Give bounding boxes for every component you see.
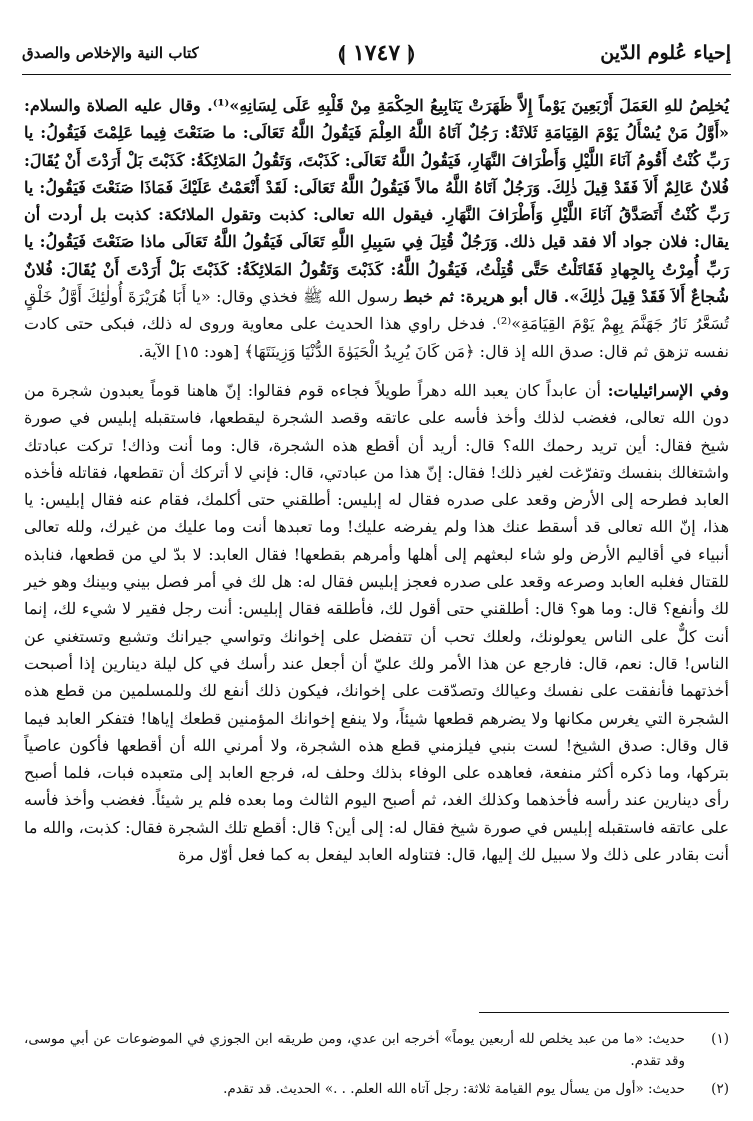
main-text bbox=[24, 92, 729, 868]
text-line: في صورة شيخ فقال: أين تريد رحمك الله؟ قال: أريد أن أقطع هذه الشجرة، قال: وما أنت وذاك! bbox=[24, 408, 729, 455]
text-line: أَرَدْتَ أَنْ يُقَالَ: فُلانٌ عَالِمٌ أَلاَ فَقَدْ قِيلَ ذٰلِكَ. وَرَجُلٌ آتَاهُ اللَّهُ مالاً فَيَقُولُ اللَّهُ تَعَالَى: لَقَدْ أَنْعَمْتُ عَلَيْكَ bbox=[24, 150, 730, 197]
text-line: تقطعها، فقاتله فأخذه العابد فطرحه إلى الأرض وقعد على صدره فقال له إبليس: أطلقني حتى أكلمك، bbox=[24, 462, 730, 510]
text-line: الأمر ولك عليّ أن أجعل عند رأسك في كل ليلة دينارين إذا أصبحت أخذتهما فأنفقت على نفسك bbox=[24, 653, 729, 701]
footnote-text bbox=[24, 1028, 685, 1072]
footnote-line: حديث: «أول من يسأل يوم القيامة ثلاثة: رجل آتاه الله العلم. . .» الحديث. قد تقدم. bbox=[223, 1081, 685, 1097]
text-line: فقام عنه فقال إبليس: يا هذا، إنّ الله تعالى قد أسقط عنك هذا ولم يفرضه عليك! وما تعبدها أنت وما bbox=[24, 490, 730, 537]
text-line: راوي هذا الحديث على معاوية وروى له ذلك، فبكى حتى كادت نفسه تزهق ثم قال: صدق الله إذ bbox=[24, 314, 729, 361]
footnote-line: حديث: «ما من عبد يخلص لله أربعين يوماً» أخرجه ابن عدي، ومن طريقه ابن الجوزي في الموضوعات عن أبي bbox=[69, 1031, 685, 1047]
paragraph-hadith bbox=[24, 92, 729, 365]
text-line: وعيالك وتصدّقت على إخوانك، فيكون ذلك أنفع لك وللمسلمين من قطع هذه الشجرة التي يغرس bbox=[24, 681, 729, 728]
footnote-2 bbox=[24, 1078, 729, 1100]
page-number: ١٧٤٧ bbox=[352, 40, 401, 66]
footnote-divider bbox=[479, 1012, 729, 1013]
text-line: دينارين عند رأسه فأخذهما وكذلك الغد، ثم أصبح اليوم الثالث وما بعده فلم ير شيئاً. فغضب وأخذ bbox=[64, 790, 699, 810]
footnote-line: موسى، وقد تقدم. bbox=[24, 1031, 685, 1069]
text-line: تركت عبادتك واشتغالك بنفسك وتفرّغت لغير ذلك! فقال: إنّ هذا من عبادتي، قال: فإني لا أتركك أن bbox=[24, 435, 729, 482]
text-line: أن عابداً كان يعبد الله دهراً طويلاً فجاءه قوم فقالوا: إنّ هاهنا قوماً يعبدون bbox=[99, 380, 601, 400]
left-bracket-ornament: ⟬ bbox=[337, 41, 346, 65]
footnote-text bbox=[24, 1078, 685, 1100]
text-line: العابد: لا بدّ لي من قطعها، فنابذه للقتال فغلبه العابد وصرعه وقعد على صدره فعجز إبليس فقال له: bbox=[24, 544, 729, 592]
footnote-number: (١) bbox=[711, 1031, 729, 1047]
text-line: ذكره أكثر منفعة، فعاهده على الوفاء بذلك وحلف له، فرجع العابد إلى متعبده فبات، فلما أصبح رأى bbox=[24, 763, 729, 810]
text-line: فَيَقُولُ: يا رَبِّ كُنْتُ أَقُومُ آنَاءَ اللَّيْلِ وَأَطْرَافَ النَّهَارِ، فَيَقُولُ اللَّهُ تَعَالَى: كَذَبْتَ، وَتَقُولُ المَلائِكَةُ: كَذَبْتَ بَلْ bbox=[24, 123, 729, 170]
text-line: فأسه على عاتقه فاستقبله إبليس في صورة شيخ فقال له: إلى أين؟ قال: أقطع تلك الشجرة فقال: bbox=[24, 790, 729, 837]
text-line: الملائكة: كذبت بل أردت أن يقال: فلان جواد ألا فقد قيل ذلك. وَرَجُلٌ قُتِلَ فِي سَبِيلِ اللَّهِ تَعَالَى فَيَقُولُ bbox=[24, 205, 730, 252]
text-line: عليك من غيرك، ولله تعالى أنبياء في أقاليم الأرض ولو شاء لبعثهم إلى أهلها وأمرهم بقطعها! فقال bbox=[24, 517, 729, 564]
section-heading: وفي الإسرائيليات: bbox=[607, 380, 729, 400]
text-line: هل لك في أمر فصل بيني وبينك وهو خير لك وأنفع؟ قال: وما هو؟ قال: أطلقني حتى أقول لك، bbox=[24, 572, 729, 619]
text-line: كذبت، والله ما أنت بقادر على ذلك ولا سبيل لك إليها، قال: فتناوله العابد ليفعل به كما فعل أوّل مرة bbox=[24, 817, 729, 865]
text-line: صدق الشيخ! لست بنبي فيلزمني قطع هذه الشجرة، ولا أمرني الله أن أقطعها فأكون عاصياً بتركها، وما bbox=[24, 735, 730, 783]
text-line: يُخلِصُ للهِ العَمَلَ أَرْبَعِينَ يَوْماً إِلاَّ ظَهَرَتْ يَنَابِيعُ الحِكْمَةِ مِنْ قَلْبِهِ عَلَى لِسَانِهِ»⁽¹⁾. وقال عليه الصلاة bbox=[86, 96, 730, 115]
running-title: إحياء عُلوم الدّين bbox=[600, 42, 731, 64]
text-line: والسلام: «أَوَّلُ مَنْ يُسْأَلُ يَوْمَ القِيَامَةِ ثَلاثَةٌ: رَجُلٌ آتَاهُ اللَّهُ العِلْمَ فَيَقُولُ اللَّهُ تَعَالَى: ما صَنَعْتَ فِيما عَلِمْتَ bbox=[24, 96, 730, 143]
text-line: اللَّهُ تَعَالَى ماذا صَنَعْتَ فَيَقُولُ: يا رَبِّ أُمِرْتُ بِالجِهادِ فَقَاتَلْتُ حَتَّى قُتِلْتُ، فَيَقُولُ اللَّهُ: كَذَبْتَ وَتَقُولُ bbox=[24, 232, 730, 279]
text-line: فأطلقه فقال إبليس: أنت رجل فقير لا شيء لك، إنما أنت كلٌّ على الناس يعولونك، ولعلك تحب أن bbox=[24, 599, 729, 646]
page-number-ornament bbox=[338, 40, 415, 66]
text-line: المَلائِكَةُ: كَذَبْتَ بَلْ أَرَدْتَ أَنْ يُقَالَ: فُلانٌ شُجاعٌ أَلاَ فَقَدْ قِيلَ ذٰلِكَ». قال أبو هريرة: ثم خبط bbox=[24, 259, 729, 307]
text-line: شجرة من دون الله تعالى، فغضب لذلك وأخذ فأسه على عاتقه وقصد الشجرة ليقطعها، فاستقبله إبليس bbox=[24, 380, 729, 428]
text-line: مكانها ولا يضرهم قطعها شيئاً، ولا ينفع إخوانك المؤمنين قطعك إياها! فتفكر العابد فيما قال وقال: bbox=[24, 708, 729, 755]
text-line: رسول الله ﷺ فخذي وقال: «يا أَبَا هُرَيْرَةَ أُولٰئِكَ أَوَّلُ خَلْقٍ تُسَعَّرُ نَارُ جَهَنَّمَ بِهِمْ يَوْمَ القِيَامَةِ»⁽²⁾. فدخل bbox=[24, 287, 730, 334]
footnote-number: (٢) bbox=[711, 1081, 729, 1097]
text-line: تتفضل على إخوانك وتواسي جيرانك وتشبع وتستغني عن الناس! قال: نعم، قال: فارجع عن هذا bbox=[24, 626, 729, 673]
paragraph-israiliyyat bbox=[24, 377, 729, 868]
footnote-1 bbox=[24, 1028, 729, 1072]
text-line: قال: ﴿مَن كَانَ يُرِيدُ الْحَيَوٰةَ الدُّنْيَا وَزِينَتَهَا﴾ [هود: ١٥] الآية. bbox=[138, 341, 510, 361]
right-bracket-ornament: ⟭ bbox=[407, 41, 416, 65]
footnotes bbox=[24, 1028, 729, 1106]
page-header bbox=[22, 40, 731, 75]
chapter-title: كتاب النية والإخلاص والصدق bbox=[22, 44, 199, 62]
text-line: فَمَاذَا صَنَعْتَ فَيَقُولُ: يا رَبِّ كُنْتُ أَتَصَدَّقُ آنَاءَ اللَّيْلِ وَأَطْرَافَ النَّهَارِ. فيقول الله تعالى: كذبت وتقول bbox=[24, 177, 729, 225]
